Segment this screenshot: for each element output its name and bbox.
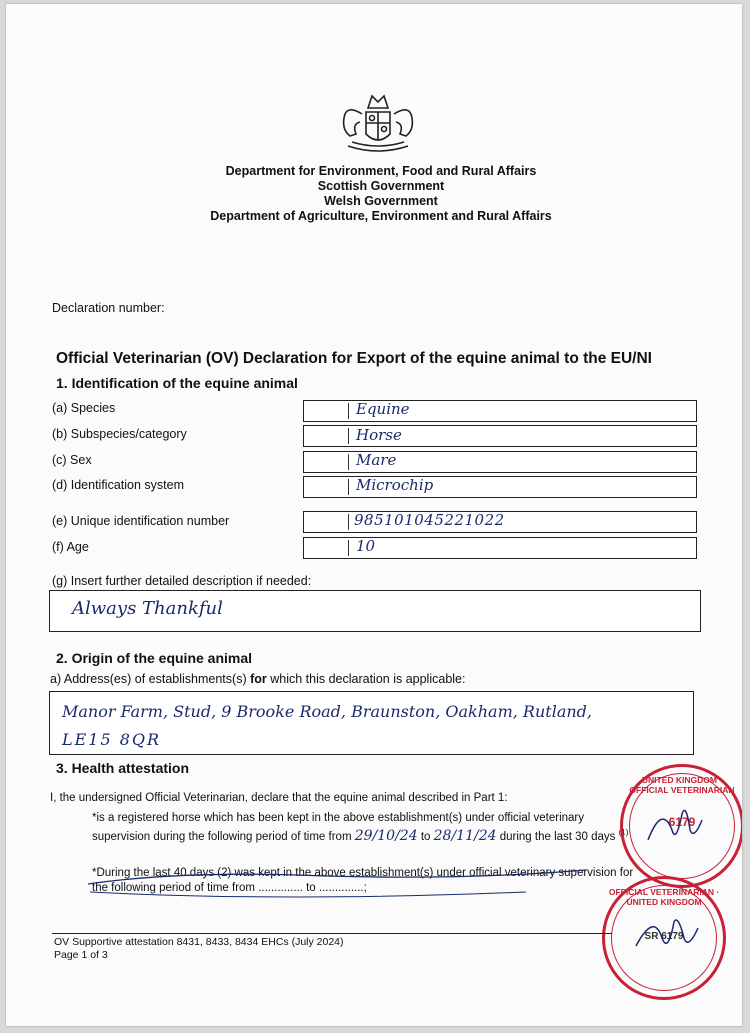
dept-line: Welsh Government: [324, 194, 438, 208]
uid-label: (e) Unique identification number: [52, 514, 230, 528]
age-label: (f) Age: [52, 540, 89, 554]
subspecies-label: (b) Subspecies/category: [52, 427, 187, 441]
id-system-label: (d) Identification system: [52, 478, 184, 492]
page-number: Page 1 of 3: [54, 949, 108, 961]
sex-value: Mare: [356, 451, 397, 469]
species-value: Equine: [356, 400, 410, 418]
to-date: 28/11/24: [433, 828, 497, 844]
official-stamp-2: OFFICIAL VETERINARIAN · UNITED KINGDOM SR 6179: [602, 876, 726, 1000]
species-label: (a) Species: [52, 401, 116, 415]
subspecies-value: Horse: [356, 426, 402, 444]
uid-value: 985101045221022: [354, 511, 505, 529]
dept-line: Scottish Government: [317, 179, 445, 193]
strike-through-lines: [86, 862, 646, 902]
address-line-2: LE15 8QR: [62, 730, 162, 749]
attestation-intro: I, the undersigned Official Veterinarian, declare that the equine animal described in Part 1:: [50, 792, 508, 804]
description-label: (g) Insert further detailed description if needed:: [52, 574, 312, 588]
royal-coat-of-arms: [332, 90, 424, 160]
from-date: 29/10/24: [354, 828, 418, 844]
section-2-heading: 2. Origin of the equine animal: [56, 650, 253, 666]
attestation-p2-line1: *During the last 40 days (2) was kept in the above establishment(s) under official veterinary supervision for: [92, 867, 634, 879]
address-line-1: Manor Farm, Stud, 9 Brooke Road, Braunston, Oakham, Rutland,: [62, 702, 592, 721]
dept-line: Department for Environment, Food and Rural Affairs: [225, 164, 537, 178]
official-stamp: UNITED KINGDOM · OFFICIAL VETERINARIAN 6179: [620, 764, 742, 888]
section-3-heading: 3. Health attestation: [56, 760, 190, 776]
footer-reference: OV Supportive attestation 8431, 8433, 8434 EHCs (July 2024): [54, 936, 344, 948]
signature-2: [632, 910, 702, 960]
footer-divider: [52, 933, 612, 934]
description-value: Always Thankful: [72, 598, 223, 619]
attestation-p2-line2: the following period of time from .............. to ..............;: [92, 882, 367, 894]
id-system-value: Microchip: [356, 476, 434, 494]
page-title: Official Veterinarian (OV) Declaration for Export of the equine animal to the EU/NI: [56, 350, 652, 367]
document-page: [6, 4, 742, 1026]
sex-label: (c) Sex: [52, 453, 92, 467]
attestation-p1-line2: supervision during the following period of time from 29/10/24 to 28/11/24 during the last 30 days $^{(1)}$: [92, 828, 629, 844]
address-instruction: a) Address(es) of establishments(s) for which this declaration is applicable:: [50, 672, 466, 686]
dept-line: Department of Agriculture, Environment and Rural Affairs: [210, 209, 552, 223]
declaration-number-label: Declaration number:: [52, 301, 165, 315]
age-value: 10: [356, 537, 376, 555]
attestation-p1-line1: *is a registered horse which has been kept in the above establishment(s) under official veterinary: [92, 812, 585, 824]
signature: [642, 800, 712, 850]
section-1-heading: 1. Identification of the equine animal: [56, 375, 298, 391]
